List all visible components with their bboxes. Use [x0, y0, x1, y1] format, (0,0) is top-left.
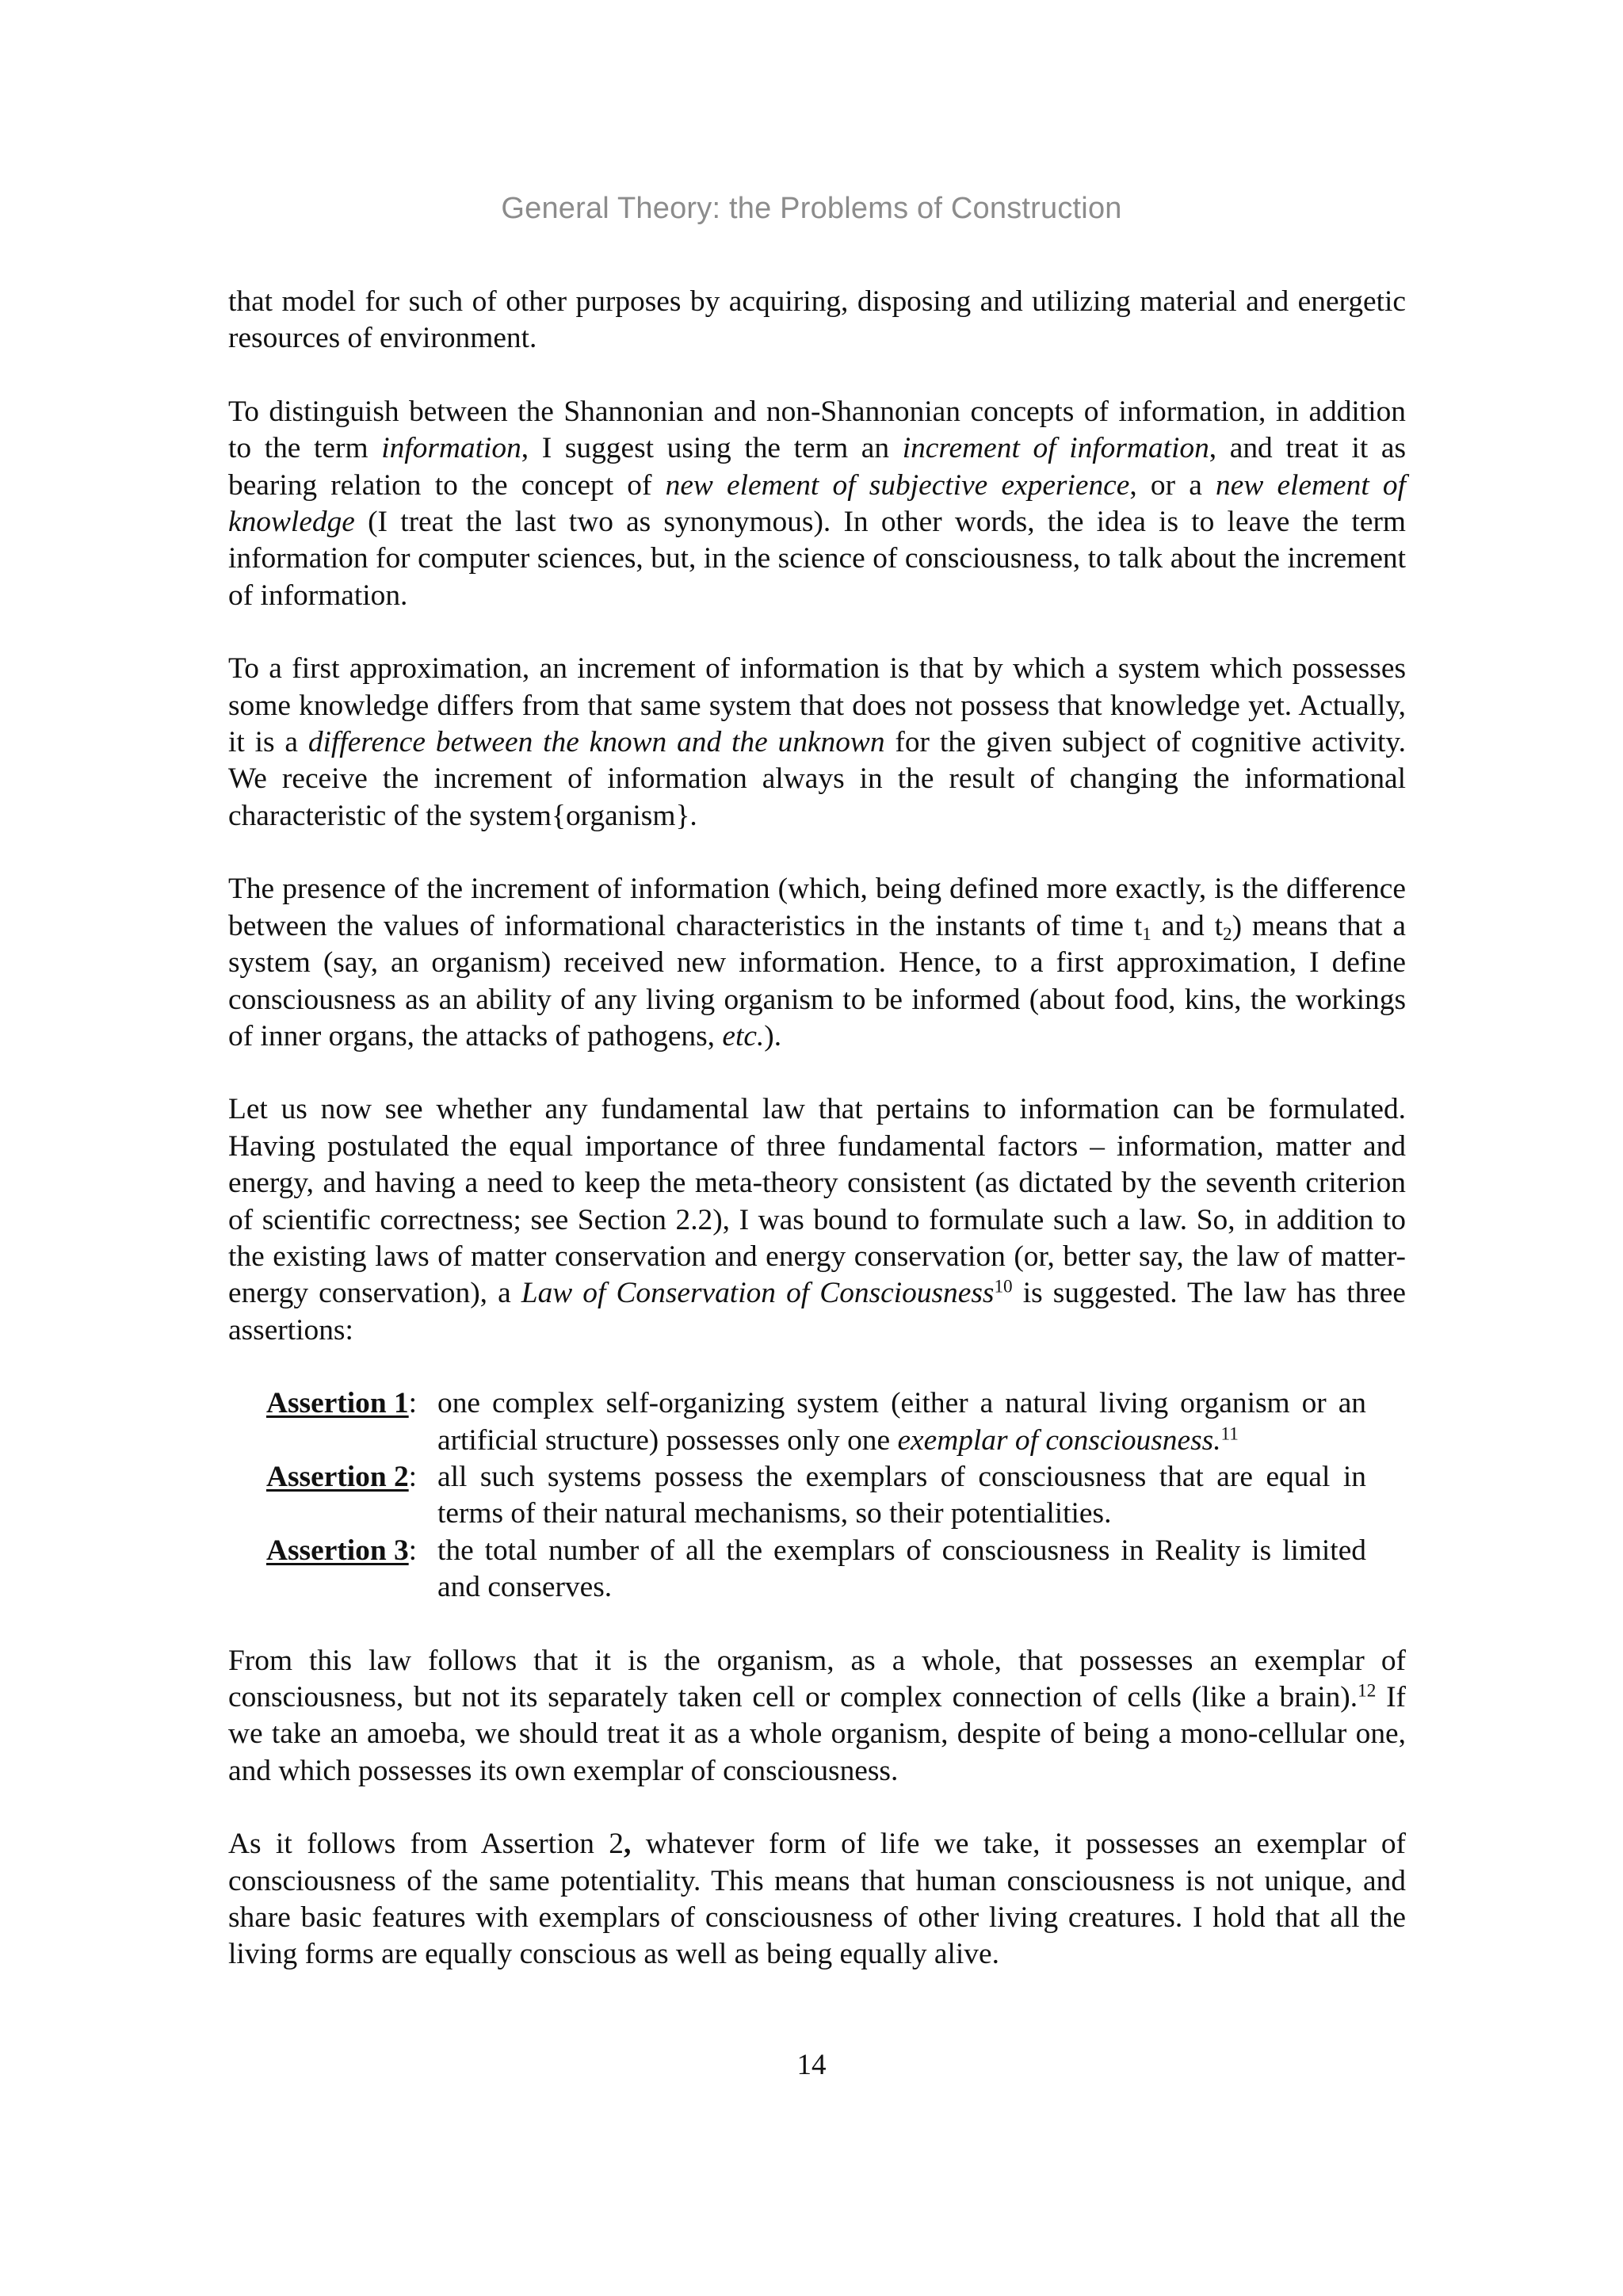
term-information: information — [381, 432, 521, 465]
paragraph-7 — [228, 1826, 1406, 1973]
paragraph-4 — [228, 871, 1406, 1055]
text-run: (I treat the last two as synonymous). In other words, the idea is to leave the term information for computer sciences, but, in the science of consciousness, to talk about the increment of information. — [228, 506, 1406, 612]
paragraph-3 — [228, 651, 1406, 835]
assertion-label — [266, 1459, 437, 1533]
assertion-label — [266, 1385, 437, 1459]
text-run: To a first approximation, an increment of information is that by which a system which possesses some knowledge differs from that same system that does not possess that knowledge yet. Actually, it is a — [228, 652, 1406, 759]
footnote-ref-12[interactable]: 12 — [1358, 1680, 1377, 1702]
assertion-label — [266, 1533, 437, 1606]
assertion-label-text: Assertion 2 — [266, 1460, 409, 1493]
assertion-3 — [266, 1533, 1366, 1606]
text-run: As it follows from Assertion 2 — [228, 1828, 624, 1861]
text-run: If we take an amoeba, we should treat it as a whole organism, despite of being a mono-cellular one, and which possesses its own exemplar of consciousness. — [228, 1681, 1406, 1787]
text-run: whatever form of life we take, it possesses an exemplar of consciousness of the same potentiality. This means that human consciousness is not unique, and share basic features with exemplars of consciousness of other living creatures. I hold that all the living forms are equally conscious as well as being equally alive. — [228, 1828, 1406, 1971]
assertion-colon: : — [408, 1460, 418, 1493]
paragraph-5 — [228, 1091, 1406, 1349]
text-run: , and treat it as bearing relation to the concept of — [228, 432, 1406, 502]
assertion-1 — [266, 1385, 1366, 1459]
assertion-label-text: Assertion 1 — [266, 1387, 409, 1420]
text-run: , I suggest using the term an — [521, 432, 903, 465]
assertion-label-text: Assertion 3 — [266, 1534, 409, 1567]
assertion-2 — [266, 1459, 1366, 1533]
text-run: and t — [1151, 909, 1224, 942]
subscript-1: 1 — [1142, 923, 1151, 945]
term-law-of-conservation: Law of Conservation of Consciousness — [521, 1277, 995, 1310]
assertion-text: the total number of all the exemplars of consciousness in Reality is limited and conserves. — [437, 1534, 1366, 1604]
term-new-element-of-knowledge: new element of knowledge — [228, 468, 1406, 539]
term-increment-of-information: increment of information — [902, 432, 1209, 465]
assertion-colon: : — [408, 1387, 418, 1420]
text-run: , or a — [1129, 468, 1216, 502]
text-run: ). — [764, 1019, 782, 1052]
assertion-text: all such systems possess the exemplars of consciousness that are equal in terms of their natural mechanisms, so their potentialities. — [437, 1460, 1366, 1530]
text-run: for the given subject of cognitive activity. We receive the increment of information always in the result of changing the informational characteristic of the system{organism}. — [228, 726, 1407, 832]
assertions-list — [228, 1385, 1366, 1606]
assertion-text — [437, 1385, 1366, 1459]
text-run: Let us now see whether any fundamental law that pertains to information can be formulated. Having postulated the equal importance of three fundamental factors – information, matter and energy, and having a need to keep the meta-theory consistent (as dictated by the seventh criterion of scientific correctness; see Section 2.2), I was bound to formulate such a law. So, in addition to the existing laws of matter conservation and energy conservation (or, better say, the law of matter-energy conservation), a — [228, 1093, 1406, 1310]
text-run: one complex self-organizing system (either a natural living organism or an artificial structure) possesses only one — [437, 1387, 1366, 1457]
bold-comma: , — [624, 1828, 632, 1861]
term-new-element-of-subjective-experience: new element of subjective experience — [665, 468, 1130, 502]
term-etc: etc. — [722, 1019, 765, 1052]
term-exemplar-of-consciousness: exemplar of consciousness. — [897, 1423, 1221, 1457]
subscript-2: 2 — [1223, 923, 1232, 945]
text-run: ) means that a system (say, an organism) received new information. Hence, to a first approximation, I define consciousness as an ability of any living organism to be informed (about food, kins, the workings of inner organs, the attacks of pathogens, — [228, 909, 1406, 1052]
page-number: 14 — [796, 2049, 827, 2081]
text-run: To distinguish between the Shannonian and non-Shannonian concepts of information, in addition to the term — [228, 395, 1406, 465]
paragraph-2 — [228, 394, 1406, 614]
text-run: From this law follows that it is the organism, as a whole, that possesses an exemplar of consciousness, but not its separately taken cell or complex connection of cells (like a brain). — [228, 1644, 1406, 1713]
footnote-ref-10[interactable]: 10 — [994, 1276, 1013, 1297]
paragraph-1: that model for such of other purposes by acquiring, disposing and utilizing material and energetic resources of environment. — [228, 285, 1406, 355]
running-header: General Theory: the Problems of Construction — [501, 192, 1122, 225]
text-run: is suggested. The law has three assertions: — [228, 1277, 1406, 1347]
document-body — [228, 284, 1406, 2010]
text-run: The presence of the increment of information (which, being defined more exactly, is the difference between the values of informational characteristics in the instants of time t — [228, 873, 1406, 942]
term-difference-known-unknown: difference between the known and the unknown — [307, 726, 885, 759]
paragraph-6 — [228, 1643, 1406, 1790]
assertion-colon: : — [408, 1534, 418, 1567]
footnote-ref-11[interactable]: 11 — [1220, 1423, 1239, 1444]
